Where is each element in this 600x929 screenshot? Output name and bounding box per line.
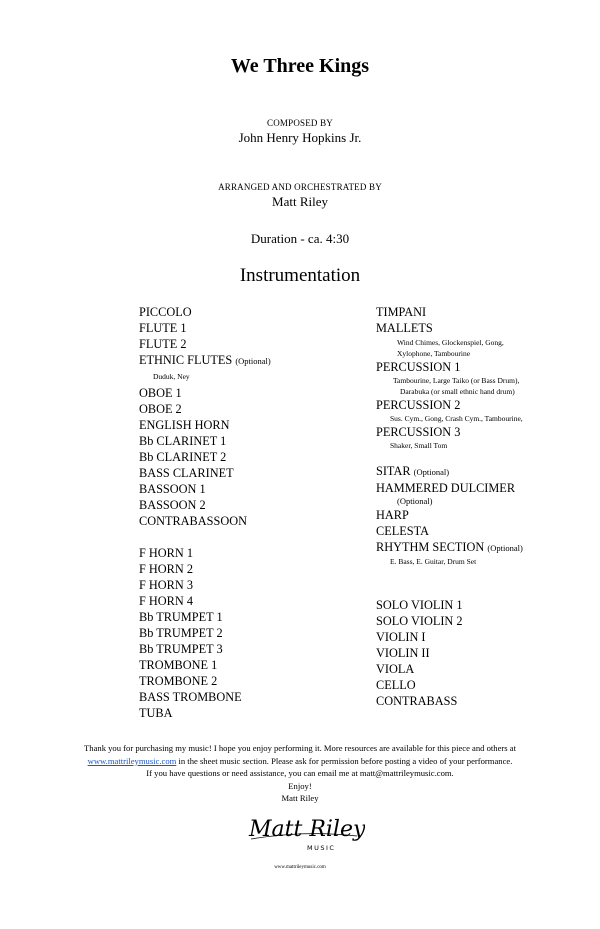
right-instrument-column xyxy=(376,304,523,709)
instrument-note: Duduk, Ney xyxy=(153,372,190,381)
instrument-item: F HORN 2 xyxy=(139,562,193,576)
instrument-item: FLUTE 1 xyxy=(139,321,187,335)
instrument-item: VIOLIN I xyxy=(376,630,426,644)
footer-line xyxy=(0,755,600,768)
instrument-item: TIMPANI xyxy=(376,305,427,319)
optional-tag: (Optional) xyxy=(413,467,450,477)
instrument-item: F HORN 4 xyxy=(139,594,193,608)
instrument-item: MALLETS xyxy=(376,321,433,335)
optional-tag: (Optional) xyxy=(397,496,433,506)
left-instrument-column xyxy=(139,304,271,721)
instrument-item: Bb TRUMPET 2 xyxy=(139,626,223,640)
instrument-item xyxy=(376,463,523,480)
instrument-note: Wind Chimes, Glockenspiel, Gong, xyxy=(397,338,504,347)
logo-music-word: MUSIC xyxy=(307,844,336,852)
instrument-item: BASS CLARINET xyxy=(139,466,234,480)
instrument-note: Shaker, Small Tom xyxy=(390,441,448,450)
instrument-item: SOLO VIOLIN 1 xyxy=(376,598,463,612)
arranged-label: ARRANGED AND ORCHESTRATED BY xyxy=(218,182,382,192)
instrument-item: SOLO VIOLIN 2 xyxy=(376,614,463,628)
instrument-item: F HORN 3 xyxy=(139,578,193,592)
instrument-item: OBOE 2 xyxy=(139,402,182,416)
logo-script: Matt Riley xyxy=(249,817,365,842)
website-footer: www.mattrileymusic.com xyxy=(274,865,326,870)
instrument-item: VIOLA xyxy=(376,662,415,676)
footer-line: If you have questions or need assistance, you can email me at matt@mattrileymusic.com. xyxy=(146,768,454,778)
ethnic-flutes-label: ETHNIC FLUTES xyxy=(139,353,233,367)
website-link[interactable]: www.mattrileymusic.com xyxy=(87,755,177,766)
instrument-item: VIOLIN II xyxy=(376,646,430,660)
instrument-item: Bb CLARINET 1 xyxy=(139,434,227,448)
instrument-item: ENGLISH HORN xyxy=(139,418,230,432)
footer-enjoy: Enjoy! xyxy=(288,780,312,791)
instrument-item xyxy=(139,352,271,369)
optional-tag: (Optional) xyxy=(487,543,523,553)
instrument-item: CONTRABASSOON xyxy=(139,514,247,528)
arranger-name: Matt Riley xyxy=(272,194,328,209)
instrument-item: Bb TRUMPET 3 xyxy=(139,642,223,656)
footer-line: Thank you for purchasing my music! I hope you enjoy performing it. More resources are available for this piece and others at xyxy=(84,743,516,753)
instrument-note: Tambourine, Large Taiko (or Bass Drum), xyxy=(393,376,520,385)
composed-label: COMPOSED BY xyxy=(267,118,333,128)
instrument-item: CELESTA xyxy=(376,524,429,538)
instrument-item: Bb TRUMPET 1 xyxy=(139,610,223,624)
instrument-note: Xylophone, Tambourine xyxy=(397,349,471,358)
instrument-item: PERCUSSION 3 xyxy=(376,425,461,439)
duration: Duration - ca. 4:30 xyxy=(250,231,350,246)
matt-riley-music-logo xyxy=(245,806,365,856)
instrument-item: TUBA xyxy=(139,706,173,720)
instrument-item: OBOE 1 xyxy=(139,386,182,400)
instrument-item: PERCUSSION 1 xyxy=(376,360,461,374)
instrument-item: F HORN 1 xyxy=(139,546,193,560)
instrument-item: HAMMERED DULCIMER xyxy=(376,481,516,495)
instrument-item: HARP xyxy=(376,508,409,522)
instrument-item: Bb CLARINET 2 xyxy=(139,450,227,464)
instrument-item: TROMBONE 2 xyxy=(139,674,218,688)
instrument-item: TROMBONE 1 xyxy=(139,658,218,672)
composer-name: John Henry Hopkins Jr. xyxy=(238,130,362,145)
page-title: We Three Kings xyxy=(230,55,370,77)
instrument-item: BASSOON 2 xyxy=(139,498,206,512)
footer-signature: Matt Riley xyxy=(281,793,319,803)
instrument-item: BASS TROMBONE xyxy=(139,690,242,704)
footer-message xyxy=(0,742,600,805)
instrument-note: E. Bass, E. Guitar, Drum Set xyxy=(390,557,477,566)
instrument-item: CONTRABASS xyxy=(376,694,458,708)
instrument-item: BASSOON 1 xyxy=(139,482,206,496)
rhythm-section-label: RHYTHM SECTION xyxy=(376,540,485,554)
instrument-item: PERCUSSION 2 xyxy=(376,398,461,412)
instrument-note: Sus. Cym., Gong, Crash Cym., Tambourine, xyxy=(390,414,523,423)
footer-line-rest: in the sheet music section. Please ask for permission before posting a video of your performance. xyxy=(176,755,513,766)
instrument-item: FLUTE 2 xyxy=(139,337,187,351)
instrument-item: PICCOLO xyxy=(139,305,192,319)
sitar-label: SITAR xyxy=(376,464,411,478)
optional-tag: (Optional) xyxy=(235,356,271,366)
instrument-item: CELLO xyxy=(376,678,416,692)
instrumentation-heading: Instrumentation xyxy=(239,265,361,286)
instrument-item xyxy=(376,539,523,556)
instrument-note: Darabuka (or small ethnic hand drum) xyxy=(400,387,515,396)
